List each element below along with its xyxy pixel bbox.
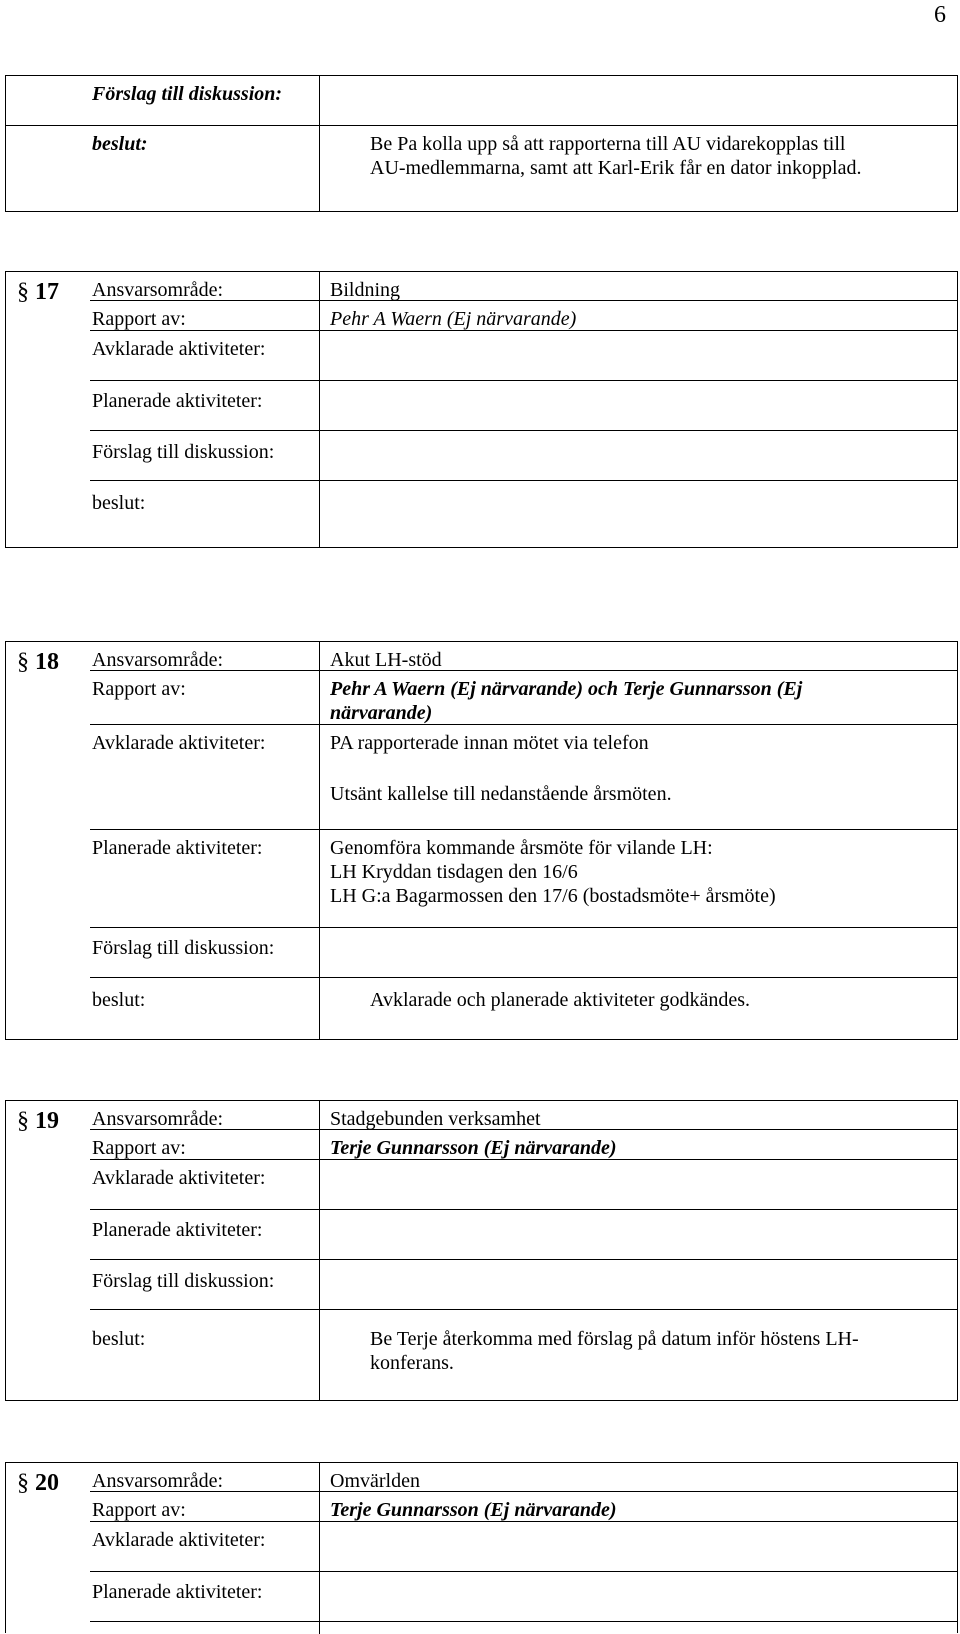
- row-divider: [90, 1521, 957, 1522]
- item-number-18: § 18: [17, 649, 59, 675]
- planned-label: Planerade aktiviteter:: [92, 1219, 263, 1241]
- report-value: Terje Gunnarsson (Ej närvarande): [330, 1137, 617, 1159]
- decision-line-2: AU-medlemmarna, samt att Karl-Erik får en dator inkopplad.: [370, 157, 862, 179]
- decision-label: beslut:: [92, 1328, 146, 1350]
- decision-value: Avklarade och planerade aktiviteter godkändes.: [370, 989, 751, 1011]
- row-divider: [6, 125, 957, 126]
- row-divider: [90, 1571, 957, 1572]
- section-sign-icon: §: [17, 279, 29, 305]
- row-divider: [90, 300, 957, 301]
- agenda-item-20: [5, 1462, 958, 1633]
- column-divider: [319, 1101, 320, 1401]
- row-divider: [90, 977, 957, 978]
- decision-line-2: konferans.: [370, 1352, 454, 1374]
- planned-line-1: Genomföra kommande årsmöte för vilande LH:: [330, 837, 713, 859]
- agenda-item-18: [5, 641, 958, 1040]
- page-number: 6: [934, 2, 946, 28]
- row-divider: [90, 1491, 957, 1492]
- report-value: Terje Gunnarsson (Ej närvarande): [330, 1499, 617, 1521]
- row-divider: [90, 1209, 957, 1210]
- row-divider: [90, 380, 957, 381]
- report-label: Rapport av:: [92, 1137, 186, 1159]
- row-divider: [90, 927, 957, 928]
- proposal-label: Förslag till diskussion:: [92, 441, 275, 463]
- agenda-item-17: [5, 271, 958, 548]
- area-label: Ansvarsområde:: [92, 1108, 224, 1130]
- proposal-label: Förslag till diskussion:: [92, 83, 283, 105]
- row-divider: [90, 430, 957, 431]
- decision-line-1: Be Terje återkomma med förslag på datum inför höstens LH-: [370, 1328, 859, 1350]
- row-divider: [90, 829, 957, 830]
- column-divider: [319, 642, 320, 1040]
- row-divider: [90, 1159, 957, 1160]
- row-divider: [90, 1129, 957, 1130]
- column-divider: [319, 272, 320, 548]
- done-label: Avklarade aktiviteter:: [92, 338, 266, 360]
- row-divider: [90, 1309, 957, 1310]
- planned-label: Planerade aktiviteter:: [92, 1581, 263, 1603]
- agenda-item-19: [5, 1100, 958, 1401]
- row-divider: [90, 1259, 957, 1260]
- row-divider: [90, 480, 957, 481]
- item-number-19: § 19: [17, 1108, 59, 1134]
- done-line-1: PA rapporterade innan mötet via telefon: [330, 732, 649, 754]
- column-divider: [319, 76, 320, 212]
- area-value: Akut LH-stöd: [330, 649, 442, 671]
- done-label: Avklarade aktiviteter:: [92, 732, 266, 754]
- row-divider: [90, 724, 957, 725]
- planned-label: Planerade aktiviteter:: [92, 837, 263, 859]
- report-value-line-2: närvarande): [330, 702, 433, 724]
- proposal-label: Förslag till diskussion:: [92, 1270, 275, 1292]
- report-value-line-1: Pehr A Waern (Ej närvarande) och Terje Gunnarsson (Ej: [330, 678, 803, 700]
- decision-label: beslut:: [92, 133, 148, 155]
- row-divider: [90, 670, 957, 671]
- section-sign-icon: §: [17, 1108, 29, 1134]
- done-label: Avklarade aktiviteter:: [92, 1167, 266, 1189]
- area-value: Stadgebunden verksamhet: [330, 1108, 541, 1130]
- area-value: Bildning: [330, 279, 401, 301]
- planned-label: Planerade aktiviteter:: [92, 390, 263, 412]
- done-label: Avklarade aktiviteter:: [92, 1529, 266, 1551]
- section-sign-icon: §: [17, 649, 29, 675]
- decision-line-1: Be Pa kolla upp så att rapporterna till AU vidarekopplas till: [370, 133, 846, 155]
- proposal-label: Förslag till diskussion:: [92, 937, 275, 959]
- done-line-2: Utsänt kallelse till nedanstående årsmöten.: [330, 783, 672, 805]
- report-label: Rapport av:: [92, 1499, 186, 1521]
- column-divider: [319, 1463, 320, 1634]
- item-number-20: § 20: [17, 1470, 59, 1496]
- decision-label: beslut:: [92, 989, 146, 1011]
- report-label: Rapport av:: [92, 308, 186, 330]
- row-divider: [90, 1621, 957, 1622]
- row-divider: [90, 330, 957, 331]
- planned-line-3: LH G:a Bagarmossen den 17/6 (bostadsmöte+ årsmöte): [330, 885, 776, 907]
- area-value: Omvärlden: [330, 1470, 420, 1492]
- report-label: Rapport av:: [92, 678, 186, 700]
- agenda-item-continued: [5, 75, 958, 212]
- area-label: Ansvarsområde:: [92, 649, 224, 671]
- item-number-17: § 17: [17, 279, 59, 305]
- report-value: Pehr A Waern (Ej närvarande): [330, 308, 577, 330]
- section-sign-icon: §: [17, 1470, 29, 1496]
- planned-line-2: LH Kryddan tisdagen den 16/6: [330, 861, 578, 883]
- area-label: Ansvarsområde:: [92, 279, 224, 301]
- decision-label: beslut:: [92, 492, 146, 514]
- area-label: Ansvarsområde:: [92, 1470, 224, 1492]
